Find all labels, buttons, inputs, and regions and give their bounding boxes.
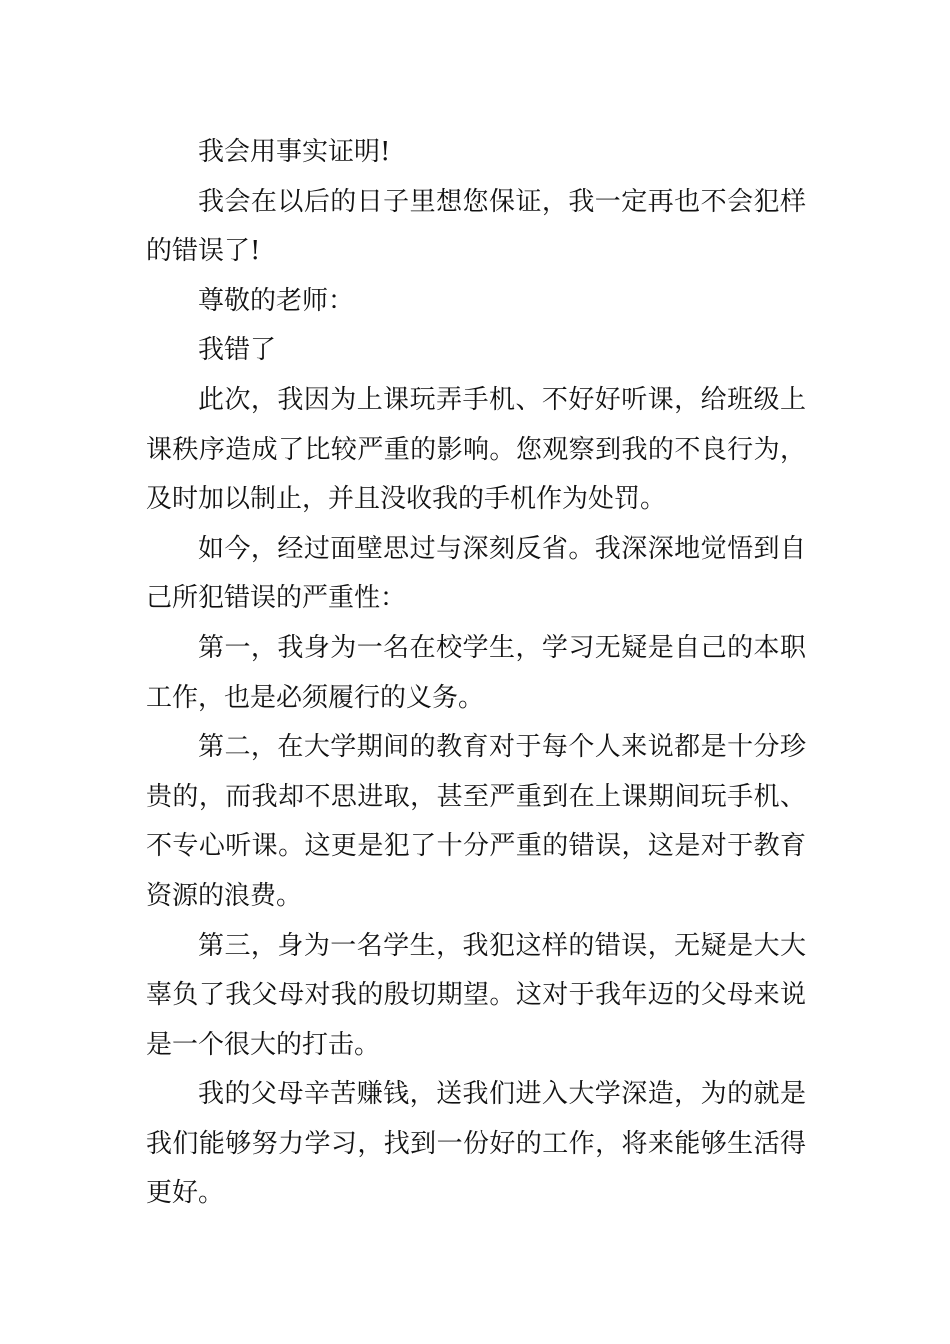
paragraph-reflection: 如今，经过面壁思过与深刻反省。我深深地觉悟到自己所犯错误的严重性：: [146, 533, 806, 614]
paragraph-salutation: 尊敬的老师：: [198, 285, 355, 316]
paragraph-first-point: 第一，我身为一名在校学生，学习无疑是自己的本职工作，也是必须履行的义务。: [146, 632, 806, 713]
paragraph-incident: 此次，我因为上课玩弄手机、不好好听课，给班级上课秩序造成了比较严重的影响。您观察到我的不良行为，及时加以制止，并且没收我的手机作为处罚。: [146, 384, 806, 515]
paragraph-second-point: 第二，在大学期间的教育对于每个人来说都是十分珍贵的，而我却不思进取，甚至严重到在上课期间玩手机、不专心听课。这更是犯了十分严重的错误，这是对于教育资源的浪费。: [146, 732, 806, 911]
paragraph-promise: 我会在以后的日子里想您保证，我一定再也不会犯样的错误了!: [146, 186, 806, 267]
paragraph-parents: 我的父母辛苦赚钱，送我们进入大学深造，为的就是我们能够努力学习，找到一份好的工作，将来能够生活得更好。: [146, 1079, 806, 1209]
paragraph-third-point: 第三，身为一名学生，我犯这样的错误，无疑是大大辜负了我父母对我的殷切期望。这对于我年迈的父母来说是一个很大的打击。: [146, 930, 806, 1060]
paragraph-apology: 我错了: [198, 335, 277, 366]
document-body: [146, 128, 806, 1219]
paragraph-proof: 我会用事实证明!: [198, 137, 391, 167]
